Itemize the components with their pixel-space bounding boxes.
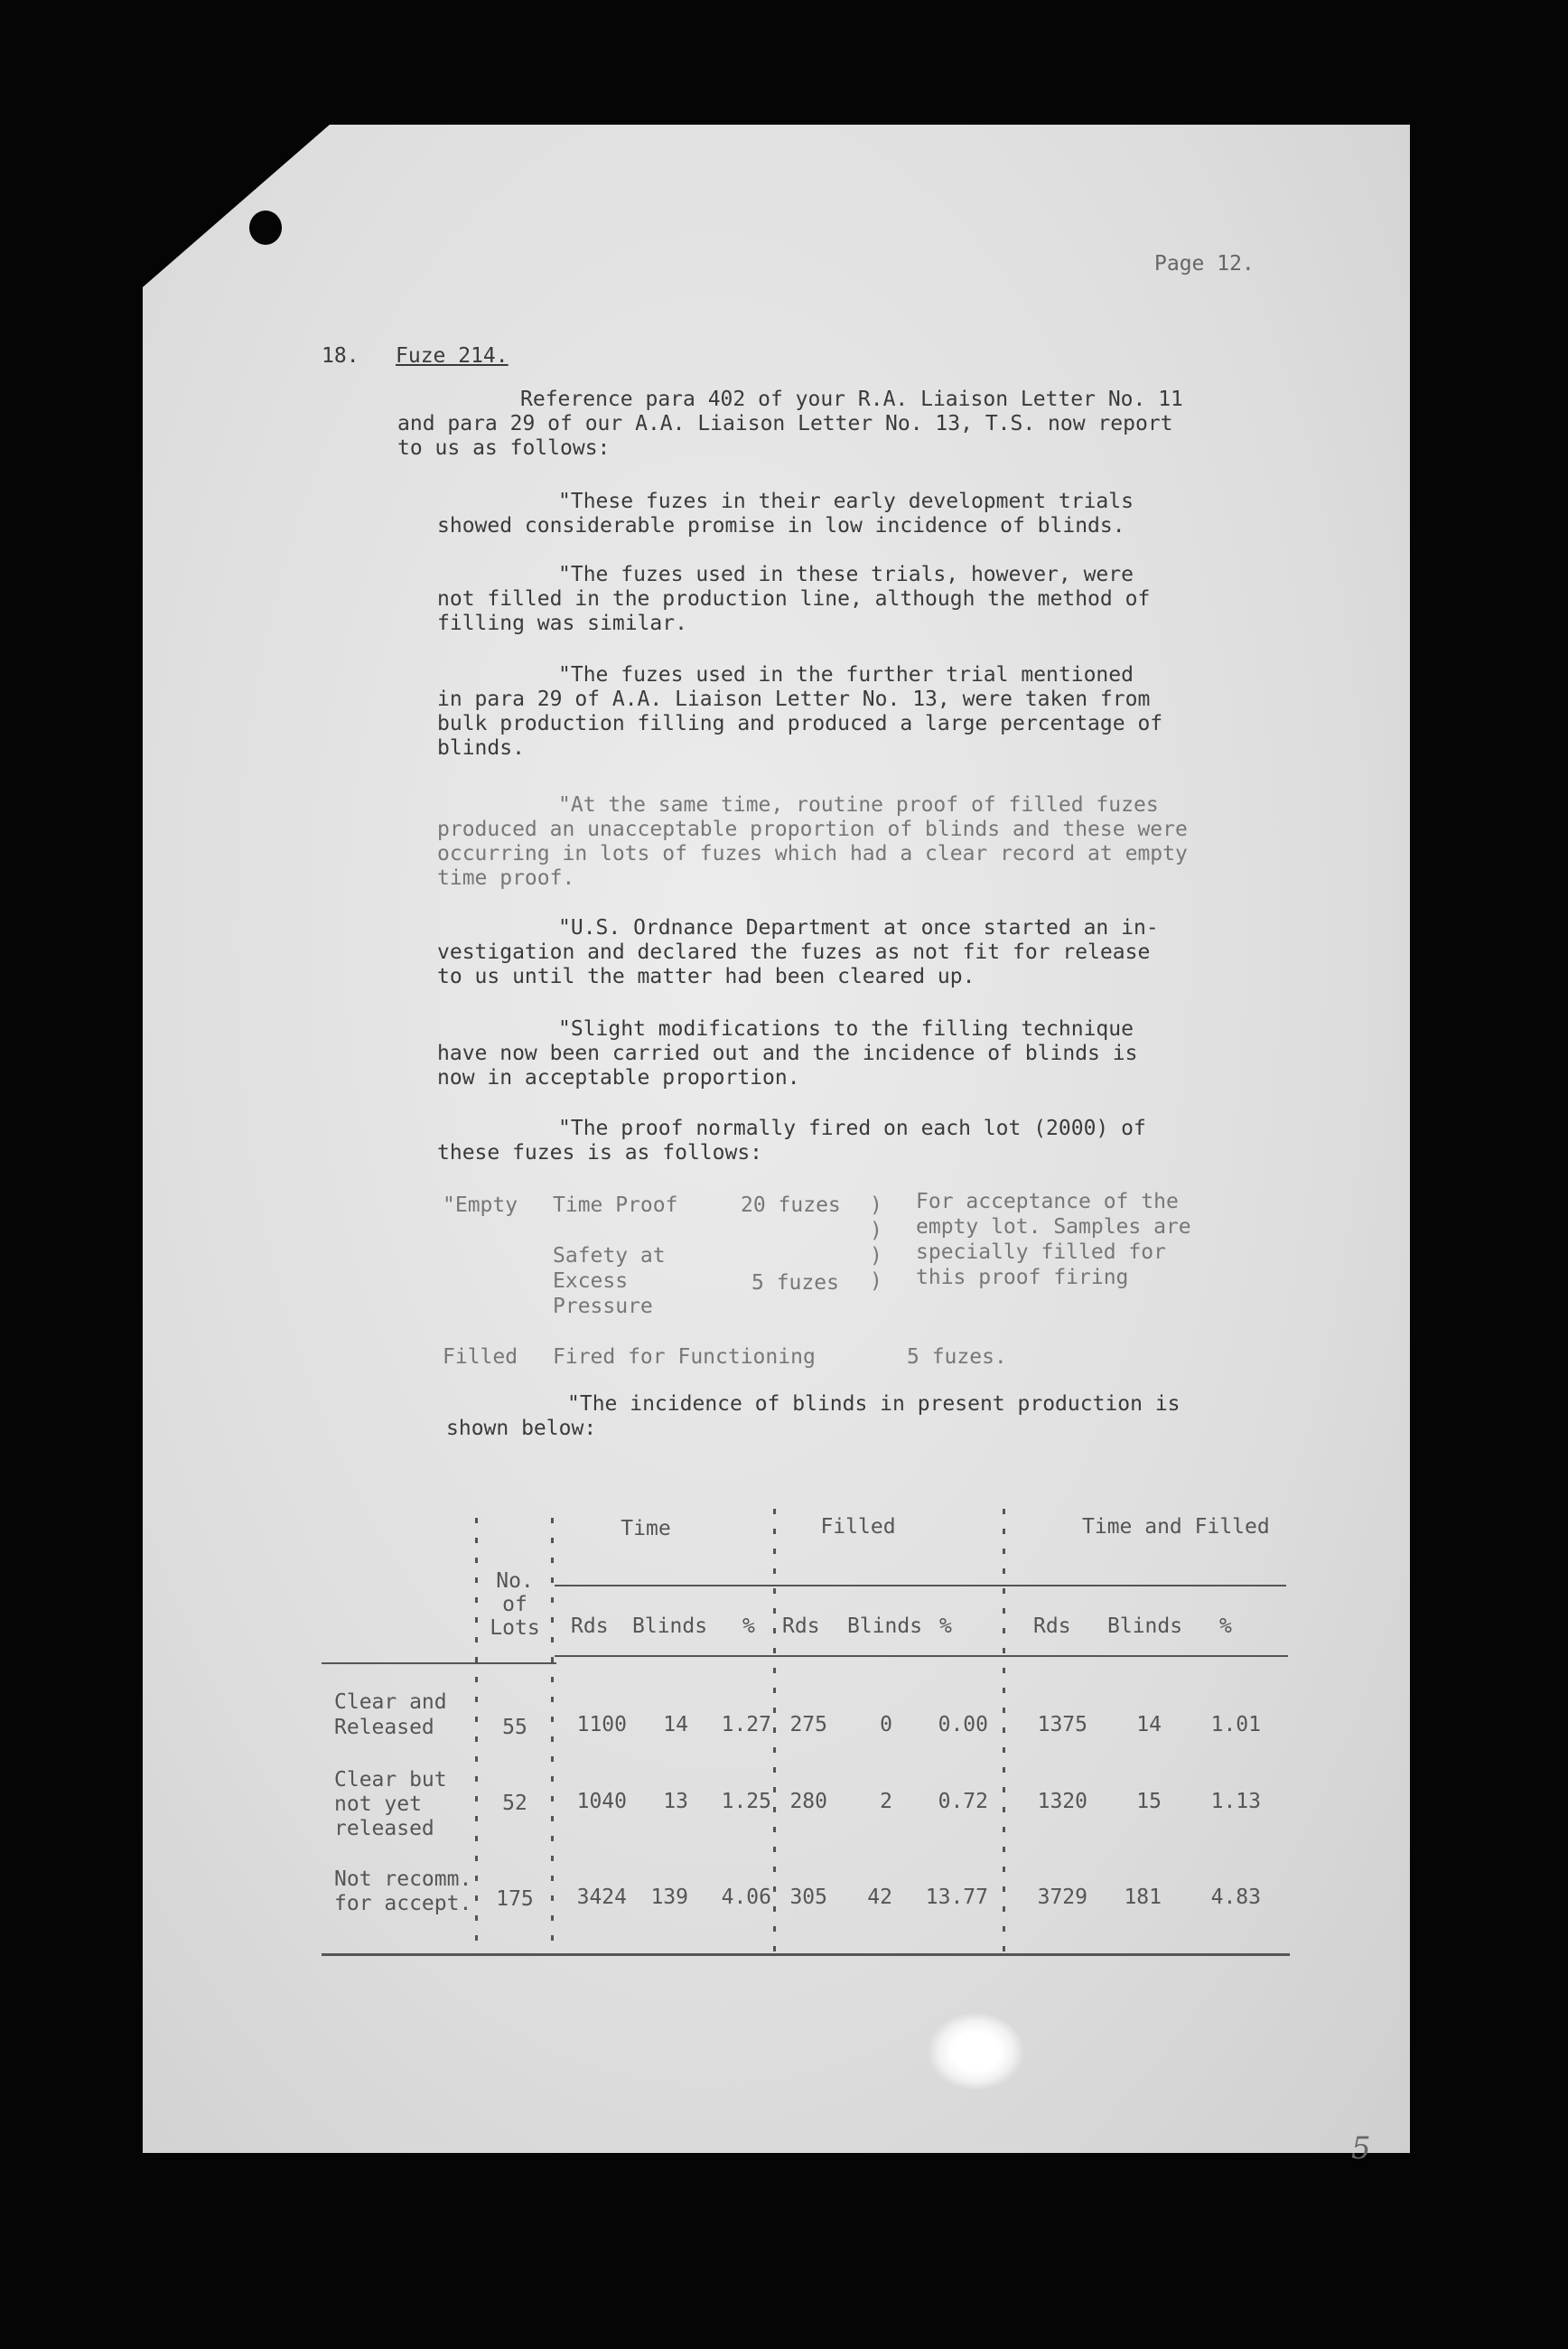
cell-lots: 175 — [496, 1887, 534, 1911]
sub-header: % — [939, 1614, 952, 1638]
lots-header: Lots — [490, 1616, 540, 1640]
sub-header: Blinds — [847, 1614, 923, 1638]
sub-header: Rds — [782, 1614, 820, 1638]
cell-filled-rds: 305 — [789, 1886, 827, 1909]
proof-filled-desc: Fired for Functioning — [553, 1345, 816, 1369]
cell-filled-pct: 0.00 — [938, 1713, 988, 1736]
sub-header: Rds — [571, 1614, 609, 1638]
cell-both-blinds: 181 — [1124, 1886, 1162, 1909]
para-line: time proof. — [437, 866, 575, 890]
para-line: filling was similar. — [437, 612, 687, 635]
row-label: Clear and — [334, 1690, 447, 1714]
cell-time-rds: 1040 — [576, 1790, 627, 1813]
para-line: blinds. — [437, 736, 525, 760]
para-line: in para 29 of A.A. Liaison Letter No. 13, were taken from — [437, 688, 1151, 711]
para-line: bulk production filling and produced a large percentage of — [437, 712, 1163, 735]
cell-both-blinds: 15 — [1136, 1790, 1162, 1813]
para-line: produced an unacceptable proportion of blinds and these were — [437, 818, 1188, 841]
cell-time-pct: 4.06 — [721, 1886, 771, 1909]
bracket: ) — [870, 1269, 882, 1293]
cell-time-blinds: 139 — [650, 1886, 688, 1909]
sub-header: % — [742, 1614, 755, 1638]
section-number: 18. — [322, 344, 359, 368]
column-divider — [551, 1518, 554, 1951]
cell-filled-rds: 275 — [789, 1713, 827, 1736]
para-line: occurring in lots of fuzes which had a clear record at empty — [437, 842, 1188, 866]
para-line: to us until the matter had been cleared up. — [437, 965, 975, 988]
para-line: "The fuzes used in these trials, however, were — [558, 563, 1134, 586]
subheader-rule — [555, 1655, 1288, 1657]
row-label: Released — [334, 1716, 434, 1739]
cell-lots: 55 — [502, 1716, 527, 1739]
incidence-intro: "The incidence of blinds in present production is — [567, 1392, 1181, 1416]
cell-time-blinds: 14 — [663, 1713, 688, 1736]
para-line: "These fuzes in their early development trials — [558, 490, 1134, 513]
proof-note-line: specially filled for — [916, 1240, 1166, 1264]
sub-header: Blinds — [632, 1614, 708, 1638]
cell-filled-pct: 13.77 — [925, 1886, 988, 1909]
proof-note-line: empty lot. Samples are — [916, 1215, 1191, 1239]
cell-lots: 52 — [502, 1792, 527, 1815]
para-line: have now been carried out and the incidence of blinds is — [437, 1042, 1138, 1065]
para-line: not filled in the production line, although the method of — [437, 587, 1151, 611]
proof-time-qty: 20 fuzes — [741, 1193, 841, 1217]
para-line: "The proof normally fired on each lot (2000) of — [558, 1117, 1146, 1140]
table-bottom-rule — [322, 1953, 1290, 1956]
group-header-both: Time and Filled — [1082, 1515, 1270, 1539]
bracket: ) — [870, 1219, 882, 1242]
para-line: "Slight modifications to the filling technique — [558, 1017, 1134, 1041]
para-line: and para 29 of our A.A. Liaison Letter No. 13, T.S. now report — [397, 412, 1173, 435]
para-line: vestigation and declared the fuzes as not fit for release — [437, 941, 1151, 964]
punch-hole — [249, 211, 282, 245]
lots-header: No. — [496, 1569, 534, 1593]
proof-note-line: this proof firing — [916, 1266, 1129, 1289]
cell-filled-blinds: 0 — [880, 1713, 892, 1736]
section-title: Fuze 214. — [396, 344, 509, 368]
sub-header: Blinds — [1107, 1614, 1183, 1638]
page-number: Page 12. — [1154, 252, 1255, 276]
cell-time-rds: 3424 — [576, 1886, 627, 1909]
para-line: now in acceptable proportion. — [437, 1066, 800, 1090]
cell-filled-blinds: 42 — [867, 1886, 892, 1909]
cell-both-pct: 1.01 — [1210, 1713, 1261, 1736]
proof-safety-line: Pressure — [553, 1295, 653, 1318]
cell-time-rds: 1100 — [576, 1713, 627, 1736]
para-line: "The fuzes used in the further trial mentioned — [558, 663, 1134, 687]
row-label: released — [334, 1817, 434, 1840]
proof-safety-line: Excess — [553, 1269, 629, 1293]
cell-filled-rds: 280 — [789, 1790, 827, 1813]
bracket: ) — [870, 1193, 882, 1217]
cell-both-blinds: 14 — [1136, 1713, 1162, 1736]
proof-safety-qty: 5 fuzes — [751, 1271, 839, 1295]
para-line: Reference para 402 of your R.A. Liaison Letter No. 11 — [520, 388, 1183, 411]
row-label: not yet — [334, 1792, 422, 1816]
cell-both-rds: 1320 — [1037, 1790, 1087, 1813]
para-line: "U.S. Ordnance Department at once started an in- — [558, 916, 1159, 940]
cell-filled-pct: 0.72 — [938, 1790, 988, 1813]
lots-header: of — [502, 1593, 527, 1616]
row-label: for accept. — [334, 1892, 472, 1915]
group-header-time: Time — [621, 1517, 671, 1540]
sub-header: % — [1219, 1614, 1232, 1638]
cell-time-pct: 1.27 — [721, 1713, 771, 1736]
bracket: ) — [870, 1244, 882, 1268]
para-line: "At the same time, routine proof of filled fuzes — [558, 793, 1159, 817]
incidence-intro: shown below: — [446, 1417, 597, 1440]
column-divider — [773, 1509, 776, 1951]
column-divider — [1003, 1509, 1005, 1951]
row-label: Not recomm. — [334, 1867, 472, 1891]
cell-both-pct: 4.83 — [1210, 1886, 1261, 1909]
cell-time-pct: 1.25 — [721, 1790, 771, 1813]
proof-filled-qty: 5 fuzes. — [907, 1345, 1007, 1369]
cell-filled-blinds: 2 — [880, 1790, 892, 1813]
sub-header: Rds — [1033, 1614, 1071, 1638]
group-header-filled: Filled — [820, 1515, 896, 1539]
para-line: these fuzes is as follows: — [437, 1141, 763, 1165]
proof-note-line: For acceptance of the — [916, 1190, 1179, 1213]
proof-empty-label: "Empty — [443, 1193, 518, 1217]
column-divider — [475, 1518, 478, 1951]
paper-stain — [929, 2013, 1023, 2090]
para-line: to us as follows: — [397, 436, 611, 460]
cell-both-pct: 1.13 — [1210, 1790, 1261, 1813]
corner-mark: 5 — [1351, 2130, 1371, 2167]
header-rule — [555, 1585, 1286, 1586]
proof-filled-label: Filled — [443, 1345, 518, 1369]
header-base-rule — [322, 1662, 556, 1664]
cell-both-rds: 3729 — [1037, 1886, 1087, 1909]
cell-time-blinds: 13 — [663, 1790, 688, 1813]
row-label: Clear but — [334, 1768, 447, 1792]
proof-time-label: Time Proof — [553, 1193, 678, 1217]
cell-both-rds: 1375 — [1037, 1713, 1087, 1736]
para-line: showed considerable promise in low incidence of blinds. — [437, 514, 1125, 538]
proof-safety-line: Safety at — [553, 1244, 666, 1268]
